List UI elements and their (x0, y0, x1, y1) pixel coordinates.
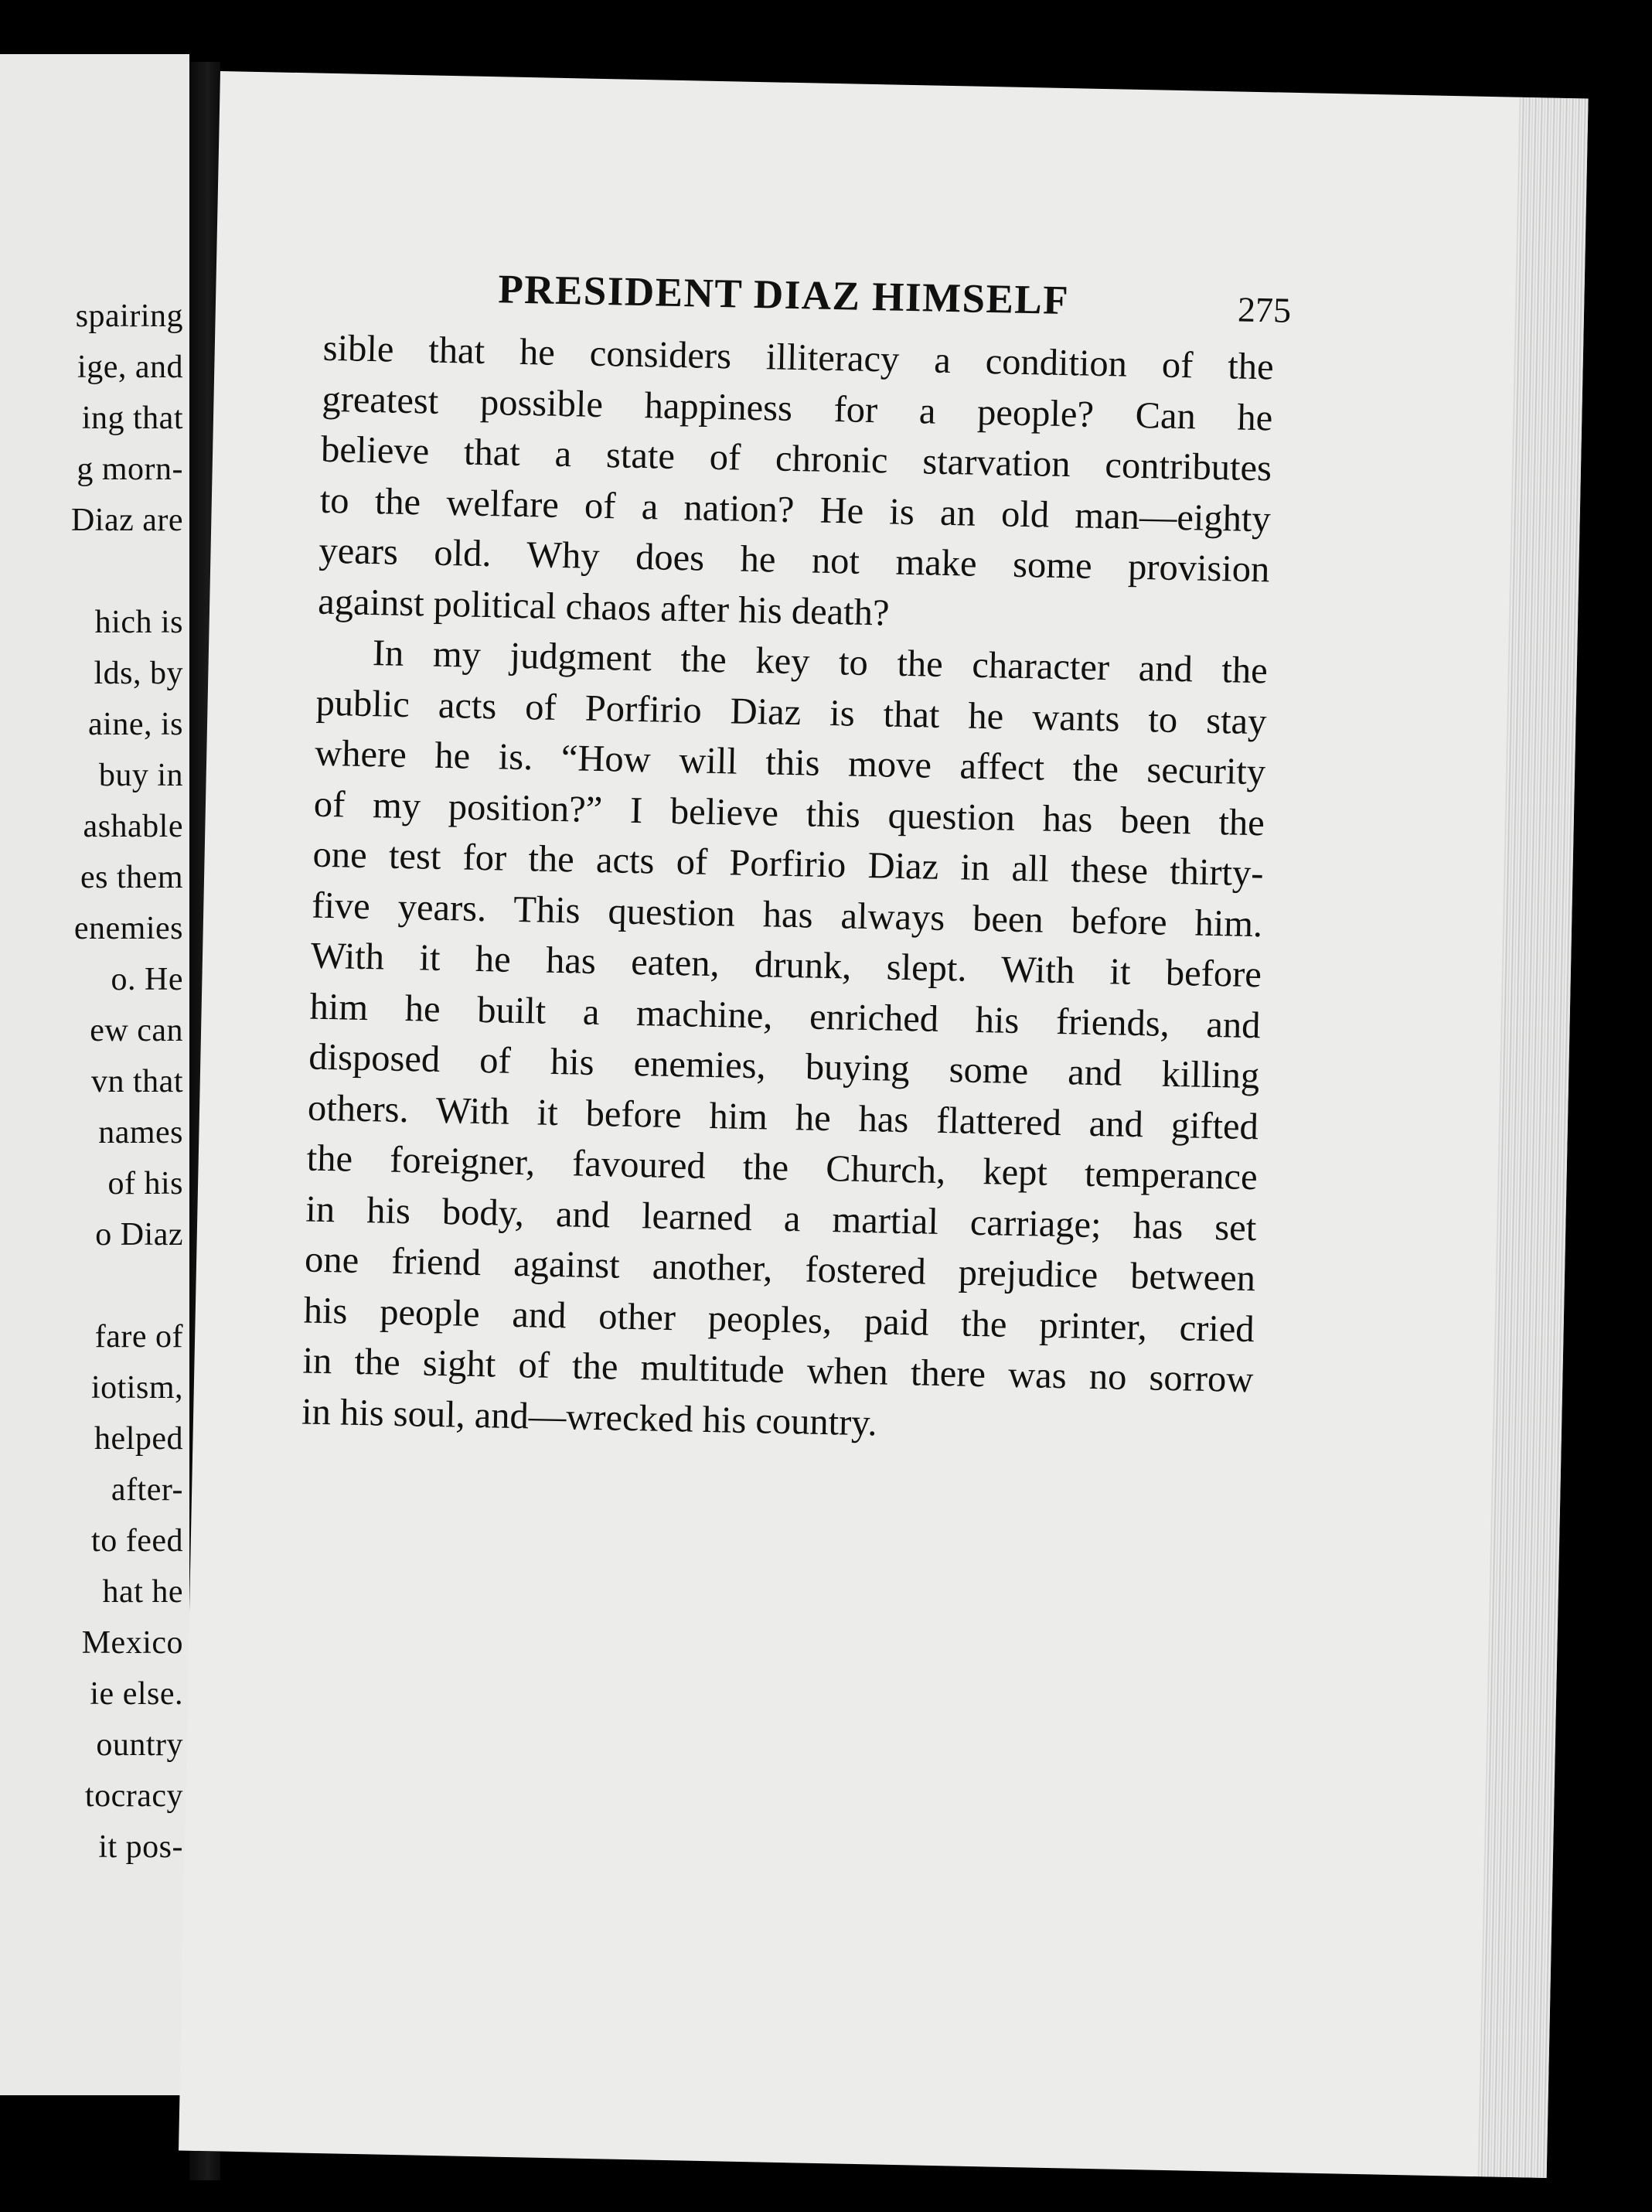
left-page-line: lds, by (94, 656, 183, 691)
text-line: sible that he considers illiteracy a condition of the (322, 327, 1275, 388)
text-line: In my judgment the key to the character and the (372, 632, 1269, 692)
left-page-line: ing that (81, 400, 183, 436)
left-page-line: fare of (94, 1319, 183, 1355)
left-page-line: helped (94, 1421, 183, 1457)
left-page-line: g morn- (77, 452, 183, 487)
left-page-line: Mexico (81, 1625, 183, 1661)
left-page-line: after- (111, 1472, 183, 1508)
left-page-fragment (0, 54, 189, 2095)
text-line: greatest possible happiness for a people? Can he (321, 378, 1273, 438)
text-line: With it he has eaten, drunk, slept. With it before (310, 935, 1262, 996)
left-page-line: ashable (83, 809, 183, 844)
text-line: in his body, and learned a martial carriage; has set (305, 1188, 1257, 1249)
text-line: others. With it before him he has flattered and gifted (307, 1087, 1259, 1147)
running-head: PRESIDENT DIAZ HIMSELF (497, 267, 1070, 324)
left-page-line: hich is (94, 605, 183, 640)
text-line: against political chaos after his death? (317, 581, 890, 634)
text-line: the foreigner, favoured the Church, kept temperance (306, 1137, 1259, 1198)
left-page-line: es them (80, 860, 183, 895)
left-page-line: o. He (111, 962, 183, 997)
left-page-line: to feed (91, 1523, 183, 1559)
left-page-line: names (98, 1115, 183, 1150)
left-page-line: vn that (91, 1064, 183, 1099)
right-page (179, 71, 1589, 2178)
left-page-line: Diaz are (70, 503, 183, 538)
left-page-line: it pos- (98, 1829, 183, 1865)
left-page-line: aine, is (88, 707, 183, 742)
text-line: him he built a machine, enriched his friends, and (309, 986, 1262, 1046)
text-line: in the sight of the multitude when there was no sorrow (302, 1340, 1254, 1401)
left-page-line: iotism, (90, 1370, 183, 1406)
left-page-line: hat he (102, 1574, 183, 1610)
text-line: five years. This question has always been before him. (311, 884, 1263, 945)
body-text (301, 323, 1275, 1456)
text-line: public acts of Porfirio Diaz is that he wants to stay (315, 682, 1267, 742)
text-line: his people and other peoples, paid the printer, cried (303, 1289, 1255, 1350)
text-line: believe that a state of chronic starvation contributes (320, 428, 1272, 489)
text-line: in his soul, and—wrecked his country. (301, 1390, 878, 1443)
left-page-line: o Diaz (95, 1217, 183, 1253)
left-page-line: ige, and (77, 349, 183, 385)
text-line: one friend against another, fostered prejudice between (304, 1239, 1256, 1300)
left-page-line: tocracy (84, 1778, 183, 1814)
left-page-line: of his (107, 1166, 183, 1201)
text-line: of my position?” I believe this question has been the (313, 783, 1265, 844)
text-line: years old. Why does he not make some provision (318, 530, 1270, 591)
left-page-line: ew can (90, 1013, 183, 1048)
page-edges (1477, 97, 1589, 2178)
left-page-line: buy in (98, 758, 183, 793)
page-number: 275 (1237, 289, 1292, 330)
left-page-line: spairing (75, 298, 183, 334)
text-line: disposed of his enemies, buying some and killing (308, 1036, 1260, 1097)
left-page-line: enemies (73, 911, 183, 946)
left-page-line: ountry (96, 1727, 183, 1763)
text-line: to the welfare of a nation? He is an old man—eighty (319, 479, 1272, 540)
text-line: one test for the acts of Porfirio Diaz in all these thirty- (312, 833, 1264, 895)
left-page-line: ie else. (90, 1676, 183, 1712)
text-line: where he is. “How will this move affect the security (314, 732, 1266, 793)
